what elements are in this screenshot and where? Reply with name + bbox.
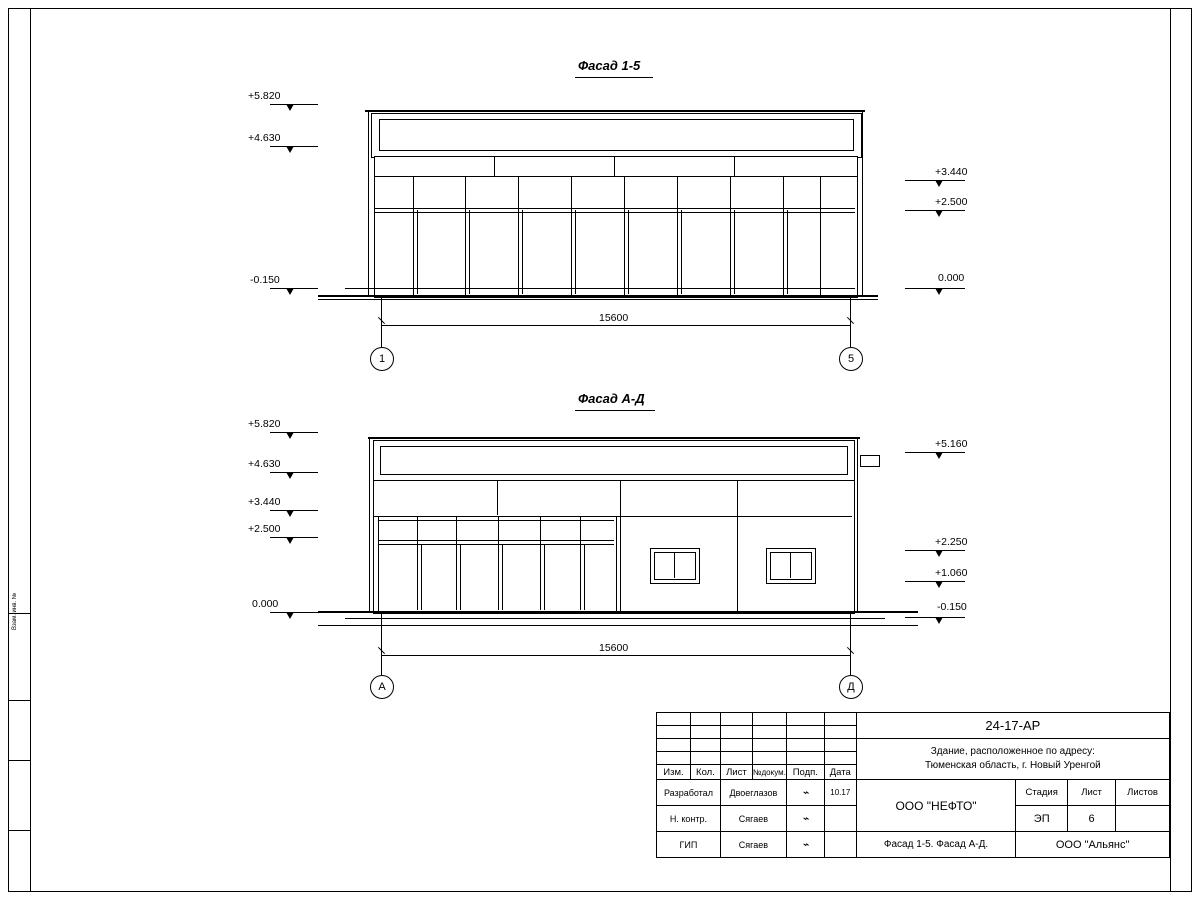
facade1-mullion-3b [522,210,523,294]
facade1-lvl-right-tick-2 [935,210,943,217]
facade2-lvl-left-tick-3 [286,510,294,517]
facade2-dim-value: 15600 [599,642,629,654]
facade1-dim-line [381,325,850,326]
facade2-lvl-left-line-2 [270,472,318,473]
facade2-dim-line [381,655,850,656]
stamp-list-header: Лист [1068,780,1116,806]
sheet-border-bottom [8,891,1192,892]
stamp-blank-r3c3 [720,739,752,752]
facade2-right-edge [857,439,858,612]
stamp-col-ndoc: №докум. [752,765,786,780]
facade1-storefront [374,176,858,298]
facade1-mullion-3 [518,177,519,295]
stamp-date-3 [824,832,856,858]
stamp-designer: ООО "Альянс" [1016,832,1170,858]
facade2-lvl-left-1: +5.820 [248,418,281,430]
facade1-axis-right-bubble: 5 [839,347,863,371]
stamp-sheet-name: Фасад 1-5. Фасад А-Д. [856,832,1016,858]
facade2-lvl-left-5: 0.000 [252,598,279,610]
facade2-axis-right-stem [850,655,851,675]
facade1-dim-value: 15600 [599,312,629,324]
stamp-lists-header: Листов [1116,780,1170,806]
stamp-col-izm: Изм. [657,765,691,780]
stamp-stage-header: Стадия [1016,780,1068,806]
stamp-sign-1: ⌁ [786,780,824,806]
stamp-blank-r3c2 [690,739,720,752]
stamp-sign-3: ⌁ [786,832,824,858]
facade2-lvl-left-4: +2.500 [248,523,281,535]
facade1-plinth-line [345,288,855,289]
facade2-lvl-left-line-5 [270,612,318,613]
stamp-blank-r3c1 [657,739,691,752]
stamp-blank-r2c5 [786,726,824,739]
facade1-lvl-right-tick-3 [935,288,943,295]
facade2-lvl-right-2: +2.250 [935,536,968,548]
stamp-stage-value: ЭП [1016,806,1068,832]
facade1-lvl-left-line-2 [270,146,318,147]
facade2-lvl-right-tick-4 [935,617,943,624]
stamp-object [856,739,1169,780]
facade2-window-2-inner [770,552,812,580]
facade1-mullion-4b [575,210,576,294]
facade2-roof-nub [860,455,880,467]
facade1-lvl-right-2: +2.500 [935,196,968,208]
facade1-lvl-left-3: -0.150 [250,274,280,286]
stamp-blank-r4c2 [690,752,720,765]
facade2-ext-left [381,612,382,660]
stamp-blank-r4c1 [657,752,691,765]
facade2-left-edge [369,439,370,612]
facade1-mullion-1 [413,177,414,295]
facade2-lvl-left-line-1 [270,432,318,433]
facade1-mullion-6b [681,210,682,294]
facade1-lvl-left-tick-3 [286,288,294,295]
facade1-apron-line [318,299,878,300]
facade2-axis-right-bubble: Д [839,675,863,699]
facade2-wall-div-3 [737,481,738,611]
stamp-col-podp: Подп. [786,765,824,780]
stamp-name-2: Сягаев [720,806,786,832]
margin-box-line-2 [8,700,30,701]
stamp-blank-r2c4 [752,726,786,739]
stamp-name-1: Двоеглазов [720,780,786,806]
facade2-lvl-right-3: +1.060 [935,567,968,579]
stamp-blank-r4c6 [824,752,856,765]
facade2-lvl-left-line-3 [270,510,318,511]
facade2-glz-m3b [502,544,503,610]
facade2-window-1-inner [654,552,696,580]
stamp-blank-r3c6 [824,739,856,752]
facade1-lvl-left-line-3 [270,288,318,289]
sheet-border-left-inner [30,8,31,892]
facade2-lvl-left-2: +4.630 [248,458,281,470]
facade1-axis-right-stem [850,325,851,347]
facade1-mullion-1b [417,210,418,294]
stamp-blank-r1c1 [657,713,691,726]
stamp-col-list: Лист [720,765,752,780]
stamp-blank-r3c5 [786,739,824,752]
stamp-role-2: Н. контр. [657,806,721,832]
facade1-mullion-5 [624,177,625,295]
facade2-glz-m2 [456,517,457,610]
facade1-mullion-2b [469,210,470,294]
stamp-blank-r1c6 [824,713,856,726]
facade2-lvl-right-tick-1 [935,452,943,459]
facade2-lvl-left-tick-1 [286,432,294,439]
facade1-lvl-left-1: +5.820 [248,90,281,102]
facade2-apron-line [318,625,918,626]
stamp-lists-value [1116,806,1170,832]
facade2-wall-div-1 [497,481,498,515]
stamp-blank-r4c4 [752,752,786,765]
title-block [656,712,1170,858]
facade1-mullion-7 [730,177,731,295]
facade2-lvl-left-tick-2 [286,472,294,479]
facade1-mullion-8 [783,177,784,295]
facade1-axis-left-stem [381,325,382,347]
facade1-left-edge [368,112,369,296]
facade1-ground-line [318,295,878,297]
stamp-blank-r2c3 [720,726,752,739]
margin-box-line-4 [8,830,30,831]
facade2-lvl-left-3: +3.440 [248,496,281,508]
sheet-border-right [1191,8,1192,892]
facade2-axis-left-stem [381,655,382,675]
facade1-title: Фасад 1-5 [578,58,641,73]
margin-box-line-3 [8,760,30,761]
facade2-window-2-mullion [790,552,791,578]
facade2-title: Фасад А-Д [578,391,645,406]
stamp-blank-r1c5 [786,713,824,726]
stamp-role-3: ГИП [657,832,721,858]
stamp-customer: ООО "НЕФТО" [856,780,1016,832]
stamp-blank-r2c1 [657,726,691,739]
facade1-mullion-8b [787,210,788,294]
stamp-blank-r4c5 [786,752,824,765]
facade2-glz-m3 [498,517,499,610]
facade2-glazing-top-inner [379,520,614,521]
stamp-col-data: Дата [824,765,856,780]
facade2-ground-line [318,611,918,613]
facade2-glz-m4b [544,544,545,610]
stamp-object-line1: Здание, расположенное по адресу: [930,746,1095,757]
facade1-lvl-left-2: +4.630 [248,132,281,144]
facade2-lvl-left-tick-4 [286,537,294,544]
stamp-sign-2: ⌁ [786,806,824,832]
facade2-glz-m1 [417,517,418,610]
facade1-right-edge [862,112,863,296]
facade2-lvl-left-line-4 [270,537,318,538]
facade1-parapet-inner [379,119,854,151]
stamp-blank-r1c4 [752,713,786,726]
facade1-mullion-7b [734,210,735,294]
stamp-date-1: 10.17 [824,780,856,806]
facade2-lvl-right-tick-2 [935,550,943,557]
facade2-wall-div-2 [620,481,621,611]
facade2-glazing-transom-b [379,544,614,545]
stamp-blank-r3c4 [752,739,786,752]
stamp-blank-r4c3 [720,752,752,765]
facade2-title-underline [575,410,655,411]
facade2-glz-m5 [580,517,581,610]
facade2-glz-m1b [421,544,422,610]
stamp-blank-r2c2 [690,726,720,739]
stamp-blank-r2c6 [824,726,856,739]
facade1-lvl-left-tick-2 [286,146,294,153]
facade1-lvl-right-tick-1 [935,180,943,187]
facade2-lvl-right-4: -0.150 [937,601,967,613]
stamp-date-2 [824,806,856,832]
sheet-border-top [8,8,1192,9]
stamp-col-kol: Кол. [690,765,720,780]
facade2-parapet-inner [380,446,848,475]
facade2-ext-right [850,612,851,660]
facade1-mullion-2 [465,177,466,295]
facade1-lvl-right-3: 0.000 [938,272,965,284]
facade1-lvl-right-1: +3.440 [935,166,968,178]
stamp-name-3: Сягаев [720,832,786,858]
facade2-window-1-mullion [674,552,675,578]
facade1-transom-b [375,212,855,213]
facade2-glazing-transom [379,540,614,541]
facade2-plinth-line [345,618,885,619]
stamp-blank-r1c3 [720,713,752,726]
stamp-blank-r1c2 [690,713,720,726]
facade2-axis-left-bubble: А [370,675,394,699]
facade2-lvl-right-tick-3 [935,581,943,588]
facade2-roof-edge [368,437,860,439]
stamp-object-line2: Тюменская область, г. Новый Уренгой [925,760,1101,771]
facade1-lvl-left-tick-1 [286,104,294,111]
facade2-glz-m5b [584,544,585,610]
facade1-mullion-6 [677,177,678,295]
stamp-role-1: Разработал [657,780,721,806]
facade1-mullion-4 [571,177,572,295]
stamp-sheet-code: 24-17-АР [856,713,1169,739]
facade2-glz-m2b [460,544,461,610]
facade1-axis-left-bubble: 1 [370,347,394,371]
facade2-lvl-left-tick-5 [286,612,294,619]
sheet-border-right-inner [1170,8,1171,892]
facade1-title-underline [575,77,653,78]
facade1-mullion-9 [820,177,821,295]
margin-vertical-text: Взам. инв. № [12,592,18,630]
stamp-list-value: 6 [1068,806,1116,832]
facade2-glz-m4 [540,517,541,610]
facade1-mullion-5b [628,210,629,294]
facade2-lvl-right-1: +5.160 [935,438,968,450]
facade1-roof-edge [365,110,865,112]
facade1-lvl-left-line-1 [270,104,318,105]
